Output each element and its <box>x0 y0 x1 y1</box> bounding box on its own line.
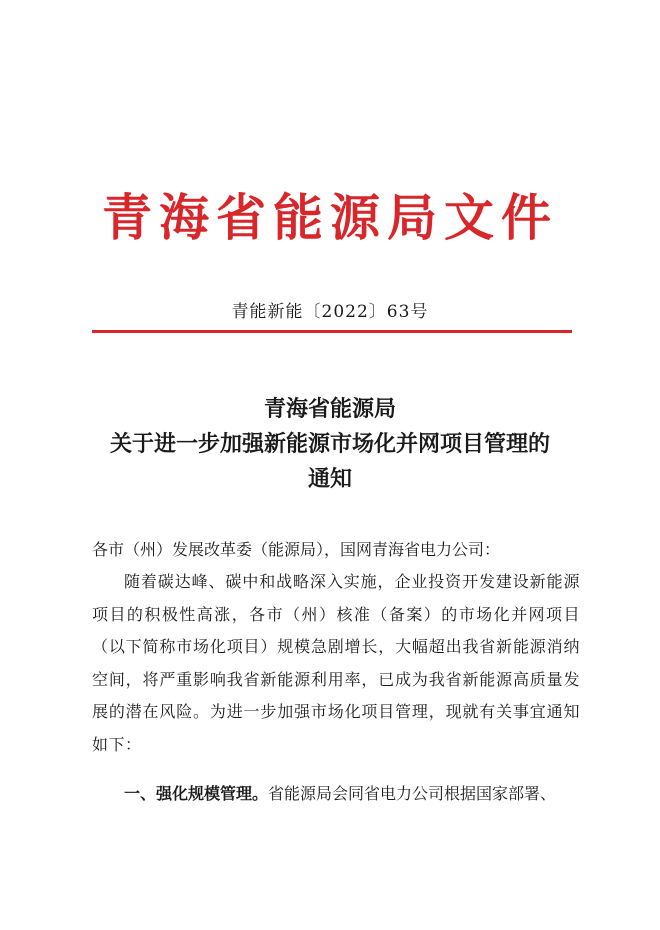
notice-title-line-2: 关于进一步加强新能源市场化并网项目管理的 <box>109 431 550 457</box>
addressee-line: 各市（州）发展改革委（能源局），国网青海省电力公司： <box>92 540 501 559</box>
section-1-heading: 一、强化规模管理。 <box>124 784 269 803</box>
intro-paragraph: 随着碳达峰、碳中和战略深入实施，企业投资开发建设新能源项目的积极性高涨，各市（州）核准（备案）的市场化并网项目（以下简称市场化项目）规模急剧增长，大幅超出我省新能源消纳空间，将严重影响我省新能源利用率，已成为我省新能源高质量发展的潜在风险。为进一步加强市场化项目管理，现就有关事宜通知如下： <box>92 572 580 754</box>
notice-title <box>0 392 660 497</box>
section-1-text: 省能源局会同省电力公司根据国家部署、 <box>268 784 557 803</box>
red-divider-line <box>92 330 572 333</box>
notice-title-line-3: 通知 <box>307 466 352 492</box>
document-number: 青能新能〔2022〕63号 <box>231 302 429 322</box>
section-1 <box>92 778 580 811</box>
notice-title-line-1: 青海省能源局 <box>263 396 396 422</box>
document-header-title: 青海省能源局文件 <box>102 188 558 247</box>
